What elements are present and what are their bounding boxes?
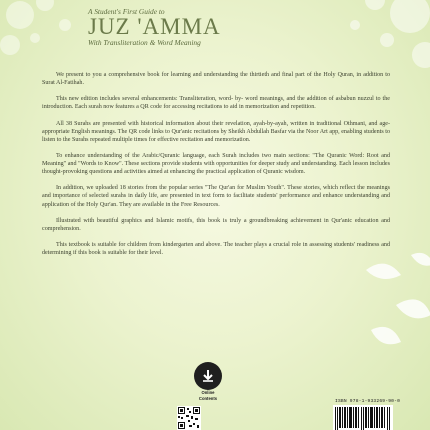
- contents-label: Contents: [198, 395, 218, 401]
- paragraph: Illustrated with beautiful graphics and Islamic motifs, this book is truly a groundbreaking achievement in Qur'anic education and comprehension.: [42, 217, 390, 232]
- book-title: JUZ 'AMMA: [88, 14, 221, 39]
- isbn-label: ISBN 978-1-933269-90-0: [335, 399, 401, 404]
- barcode-icon: [333, 405, 393, 430]
- leaf-motif-right-icon: [356, 250, 430, 360]
- title-line-3: With Transliteration & Word Meaning: [88, 38, 201, 47]
- paragraph: This textbook is suitable for children from kindergarten and above. The teacher plays a crucial role in assessing students' readiness and determining if this book is suitable for their level.: [42, 241, 390, 257]
- paragraph: All 38 Surahs are presented with historical information about their revelation, ayah-by-ayah, written in traditional Othmani, and age-appropriate English meanings. The QR code links to Qur'anic recitations by Sheikh Abdullah Basfar via the Noor Art app, enabling students to listen to the Surahs repeated multiple times for effective recitation and memorization.: [42, 120, 390, 143]
- paragraph: We present to you a comprehensive book for learning and understanding the thirtieth and final part of the Holy Quran, in addition to Surat Al-Fatihah.: [42, 72, 390, 87]
- online-label: Online: [201, 390, 215, 395]
- description-text: [42, 71, 390, 265]
- paragraph: To enhance understanding of the Arabic/Quranic language, each Surah includes two main sections: "The Quranic Word: Root and Meaning" and "Words to Know". These sections provide students with opportunities for deeper study and understanding. Each lesson includes thought-provoking questions and activities aimed at enhancing the practical application of Quranic wisdom.: [42, 152, 390, 176]
- download-icon: [194, 362, 222, 390]
- online-contents-badge: [193, 362, 223, 401]
- paragraph: This new edition includes several enhancements: Transliteration, word- by- word meanings, and the addition of asbabun nuzzul to the introduction. Each surah now features a QR code for accessing recitations to aid in memorization and repetition.: [42, 96, 390, 111]
- title-line-1: A Student's First Guide to: [88, 7, 165, 16]
- qr-code-icon: [177, 406, 201, 430]
- paragraph: In addition, we uploaded 18 stories from the popular series "The Qur'an for Muslim Youth". These stories, which reflect the meanings and importance of selected surahs in daily life, are presented in text form to facilitate students' performance and enhance understanding and application of the Holy Qur'an. They are available in the Free Resources.: [42, 185, 390, 208]
- title-block: [88, 7, 318, 47]
